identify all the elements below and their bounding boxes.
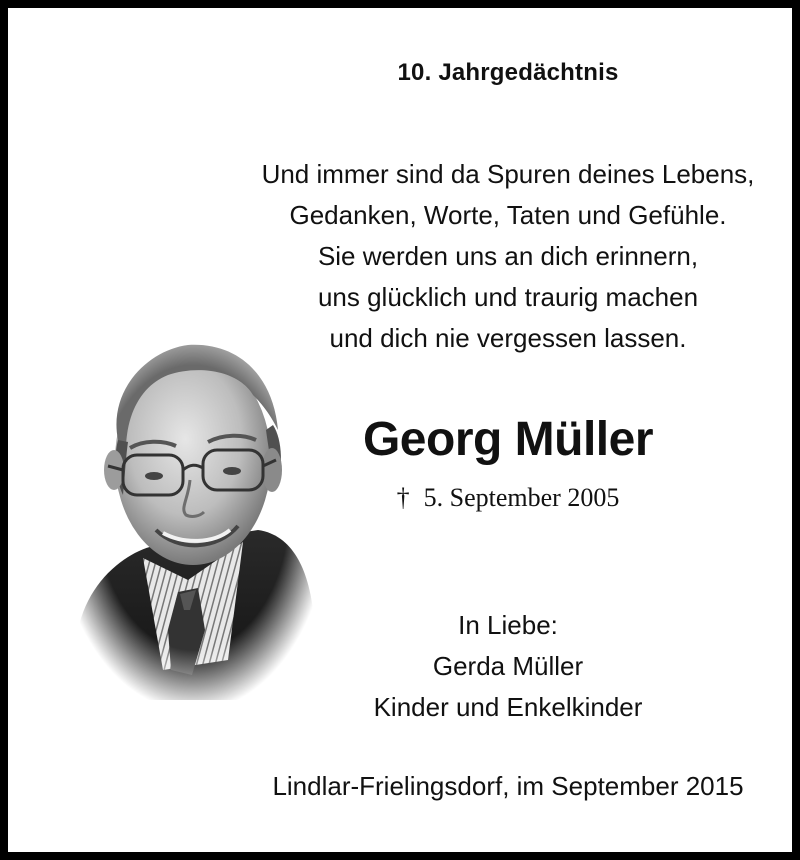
memorial-poem bbox=[238, 154, 778, 359]
poem-line: Sie werden uns an dich erinnern, bbox=[317, 241, 699, 271]
portrait-photo bbox=[68, 330, 318, 700]
anniversary-heading: 10. Jahrgedächtnis bbox=[397, 59, 619, 86]
poem-line: Gedanken, Worte, Taten und Gefühle. bbox=[289, 200, 727, 230]
mourner-name: Kinder und Enkelkinder bbox=[373, 692, 643, 722]
mourners-intro: In Liebe: bbox=[458, 610, 558, 640]
poem-line: Und immer sind da Spuren deines Lebens, bbox=[261, 159, 755, 189]
death-date: 5. September 2005 bbox=[423, 483, 620, 512]
mourners-block bbox=[308, 605, 708, 728]
poem-line: uns glücklich und traurig machen bbox=[317, 282, 699, 312]
death-date-line bbox=[308, 483, 708, 513]
place-and-date: Lindlar-Frielingsdorf, im September 2015 bbox=[272, 771, 744, 801]
cross-icon: † bbox=[396, 483, 410, 512]
deceased-name: Georg Müller bbox=[362, 413, 654, 466]
poem-line: und dich nie vergessen lassen. bbox=[329, 323, 687, 353]
mourner-name: Gerda Müller bbox=[432, 651, 584, 681]
